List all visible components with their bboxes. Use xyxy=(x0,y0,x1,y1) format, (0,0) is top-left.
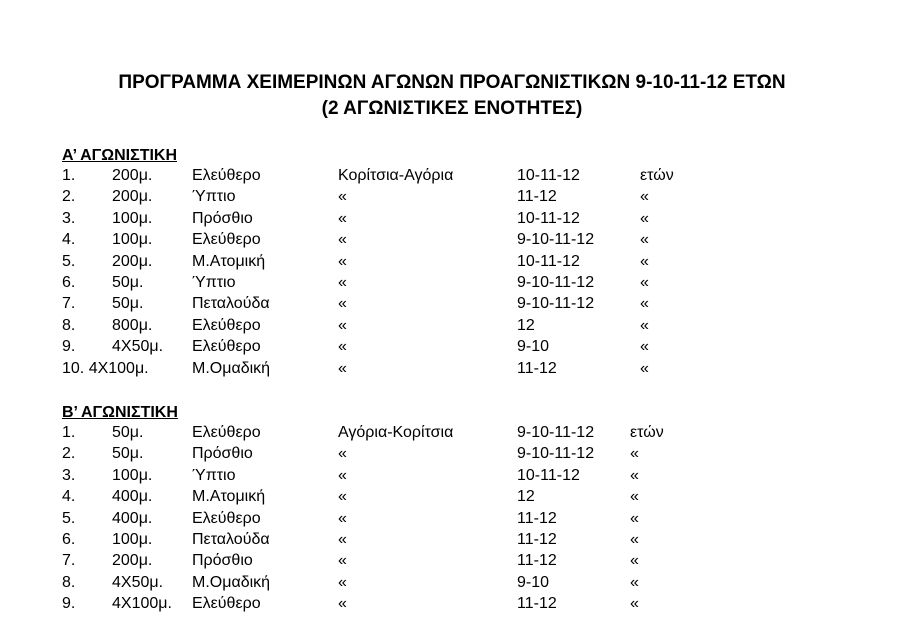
event-number: 5. xyxy=(62,252,76,270)
event-distance: 200μ. xyxy=(112,252,153,270)
event-style: Ελεύθερο xyxy=(192,231,261,249)
event-row xyxy=(0,422,904,443)
event-ages: 9-10-11-12 xyxy=(517,231,595,249)
event-ages: 9-10-11-12 xyxy=(517,273,595,291)
event-distance: 100μ. xyxy=(112,530,153,548)
event-group: « xyxy=(338,509,347,527)
event-style: Ελεύθερο xyxy=(192,338,261,356)
event-ages: 12 xyxy=(517,488,535,506)
event-number: 9. xyxy=(62,595,76,613)
event-row xyxy=(0,486,904,507)
event-group: « xyxy=(338,595,347,613)
event-row xyxy=(0,508,904,529)
event-group: « xyxy=(338,359,347,377)
event-ages: 10-11-12 xyxy=(517,167,580,184)
event-ages: 11-12 xyxy=(517,552,557,570)
event-row xyxy=(0,593,904,614)
event-number: 10. 4Χ100μ. xyxy=(62,359,149,377)
event-distance: 50μ. xyxy=(112,424,144,441)
event-row xyxy=(0,208,904,229)
event-number: 9. xyxy=(62,338,76,356)
event-row xyxy=(0,443,904,464)
event-ages: 11-12 xyxy=(517,595,557,613)
event-number: 2. xyxy=(62,445,76,463)
event-ages: 10-11-12 xyxy=(517,252,580,270)
event-style: Ύπτιο xyxy=(192,466,236,484)
event-number: 7. xyxy=(62,552,76,570)
event-style: Ελεύθερο xyxy=(192,316,261,334)
event-age-unit: « xyxy=(640,188,649,206)
event-row xyxy=(0,186,904,207)
event-group: « xyxy=(338,252,347,270)
event-age-unit: « xyxy=(640,252,649,270)
event-number: 1. xyxy=(62,167,76,184)
event-group: « xyxy=(338,231,347,249)
event-row xyxy=(0,572,904,593)
event-row xyxy=(0,165,904,186)
event-age-unit: ετών xyxy=(640,167,674,184)
event-age-unit: « xyxy=(630,595,639,613)
document-title: ΠΡΟΓΡΑΜΜΑ ΧΕΙΜΕΡΙΝΩΝ ΑΓΩΝΩΝ ΠΡΟΑΓΩΝΙΣΤΙΚΩΝ 9-10-11-12 ΕΤΩΝ xyxy=(118,72,786,93)
event-distance: 400μ. xyxy=(112,488,153,506)
event-number: 7. xyxy=(62,295,76,313)
event-style: Μ.Ομαδική xyxy=(192,359,271,377)
event-distance: 50μ. xyxy=(112,273,144,291)
event-distance: 800μ. xyxy=(112,316,153,334)
section-a-heading: Α’ ΑΓΩΝΙΣΤΙΚΗ xyxy=(62,147,178,164)
event-age-unit: « xyxy=(630,530,639,548)
event-group: « xyxy=(338,530,347,548)
event-group: « xyxy=(338,338,347,356)
event-style: Μ.Ομαδική xyxy=(192,573,271,591)
event-ages: 10-11-12 xyxy=(517,209,580,227)
event-style: Πεταλούδα xyxy=(192,530,270,548)
event-group: « xyxy=(338,445,347,463)
event-distance: 400μ. xyxy=(112,509,153,527)
event-distance: 50μ. xyxy=(112,445,144,463)
event-ages: 11-12 xyxy=(517,359,557,377)
event-ages: 12 xyxy=(517,316,535,334)
event-age-unit: « xyxy=(640,359,649,377)
event-distance: 200μ. xyxy=(112,188,153,206)
event-age-unit: « xyxy=(640,338,649,356)
event-number: 3. xyxy=(62,209,76,227)
section-a-events xyxy=(0,165,904,379)
document-subtitle: (2 ΑΓΩΝΙΣΤΙΚΕΣ ΕΝΟΤΗΤΕΣ) xyxy=(321,98,583,119)
event-group: « xyxy=(338,295,347,313)
event-style: Πρόσθιο xyxy=(192,209,253,227)
event-ages: 9-10 xyxy=(517,573,550,591)
event-group: Κορίτσια-Αγόρια xyxy=(338,167,454,184)
event-row xyxy=(0,293,904,314)
section-b-events xyxy=(0,422,904,615)
event-row xyxy=(0,272,904,293)
event-style: Μ.Ατομική xyxy=(192,488,266,506)
event-row xyxy=(0,251,904,272)
event-age-unit: « xyxy=(630,466,639,484)
event-number: 5. xyxy=(62,509,76,527)
event-group: « xyxy=(338,316,347,334)
event-style: Ελεύθερο xyxy=(192,509,261,527)
event-style: Ύπτιο xyxy=(192,273,236,291)
event-age-unit: « xyxy=(640,316,649,334)
event-number: 3. xyxy=(62,466,76,484)
event-row xyxy=(0,358,904,379)
event-distance: 4Χ100μ. xyxy=(112,595,172,613)
event-group: « xyxy=(338,488,347,506)
event-ages: 9-10-11-12 xyxy=(517,295,595,313)
event-group: « xyxy=(338,209,347,227)
event-style: Μ.Ατομική xyxy=(192,252,266,270)
event-number: 6. xyxy=(62,273,76,291)
event-age-unit: « xyxy=(630,509,639,527)
event-group: « xyxy=(338,573,347,591)
event-age-unit: « xyxy=(630,552,639,570)
event-number: 4. xyxy=(62,231,76,249)
event-ages: 9-10-11-12 xyxy=(517,445,595,463)
event-group: « xyxy=(338,552,347,570)
event-age-unit: « xyxy=(640,231,649,249)
event-group: Αγόρια-Κορίτσια xyxy=(338,424,454,441)
event-age-unit: « xyxy=(640,209,649,227)
event-group: « xyxy=(338,273,347,291)
event-number: 4. xyxy=(62,488,76,506)
event-group: « xyxy=(338,188,347,206)
event-row xyxy=(0,336,904,357)
event-ages: 11-12 xyxy=(517,509,557,527)
event-style: Ελεύθερο xyxy=(192,424,261,441)
event-style: Ελεύθερο xyxy=(192,595,261,613)
event-row xyxy=(0,465,904,486)
event-style: Πρόσθιο xyxy=(192,552,253,570)
event-ages: 11-12 xyxy=(517,530,557,548)
event-ages: 10-11-12 xyxy=(517,466,580,484)
event-number: 2. xyxy=(62,188,76,206)
event-age-unit: ετών xyxy=(630,424,664,441)
event-style: Ύπτιο xyxy=(192,188,236,206)
event-age-unit: « xyxy=(630,488,639,506)
event-number: 8. xyxy=(62,573,76,591)
event-number: 6. xyxy=(62,530,76,548)
event-style: Πεταλούδα xyxy=(192,295,270,313)
event-age-unit: « xyxy=(630,573,639,591)
event-age-unit: « xyxy=(630,445,639,463)
event-distance: 4Χ50μ. xyxy=(112,338,164,356)
event-ages: 11-12 xyxy=(517,188,557,206)
event-age-unit: « xyxy=(640,273,649,291)
event-distance: 100μ. xyxy=(112,231,153,249)
event-distance: 4Χ50μ. xyxy=(112,573,164,591)
event-style: Ελεύθερο xyxy=(192,167,261,184)
event-row xyxy=(0,229,904,250)
event-ages: 9-10 xyxy=(517,338,550,356)
event-age-unit: « xyxy=(640,295,649,313)
event-style: Πρόσθιο xyxy=(192,445,253,463)
event-distance: 100μ. xyxy=(112,209,153,227)
event-distance: 100μ. xyxy=(112,466,153,484)
event-ages: 9-10-11-12 xyxy=(517,424,595,441)
event-group: « xyxy=(338,466,347,484)
event-row xyxy=(0,529,904,550)
event-number: 8. xyxy=(62,316,76,334)
event-row xyxy=(0,315,904,336)
event-distance: 50μ. xyxy=(112,295,144,313)
event-distance: 200μ. xyxy=(112,167,153,184)
event-number: 1. xyxy=(62,424,76,441)
event-distance: 200μ. xyxy=(112,552,153,570)
event-row xyxy=(0,550,904,571)
section-b-heading: Β’ ΑΓΩΝΙΣΤΙΚΗ xyxy=(62,404,178,421)
